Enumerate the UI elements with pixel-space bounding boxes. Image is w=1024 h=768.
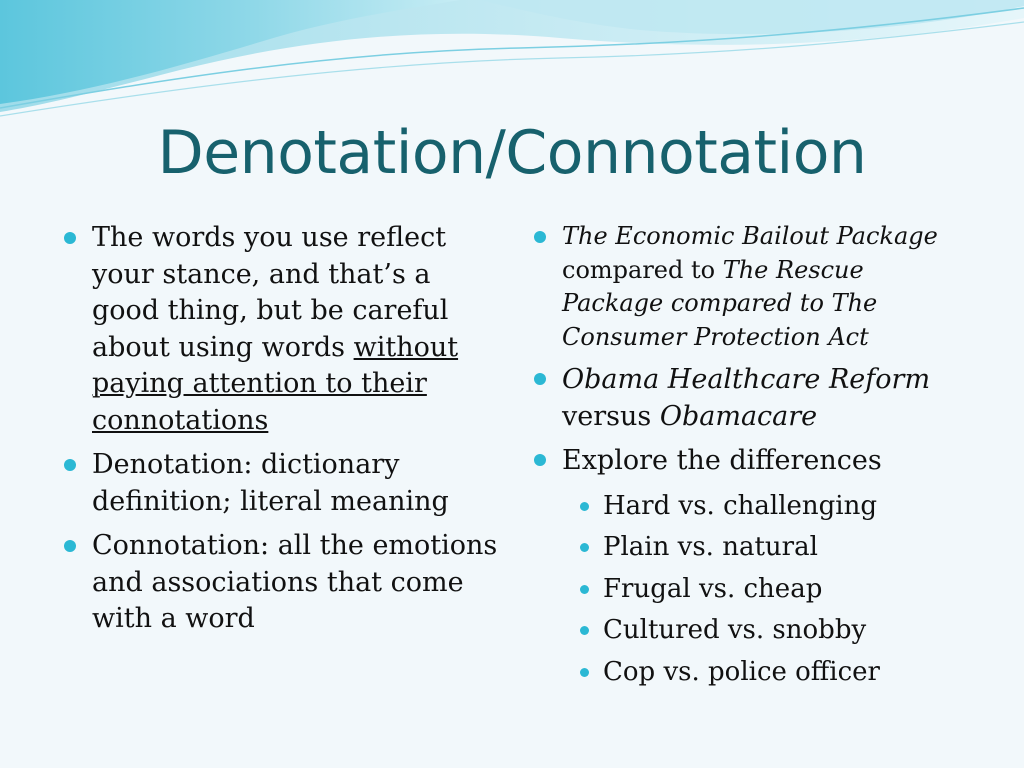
right-bullet-healthcare-plain: versus <box>562 400 660 432</box>
left-column <box>62 220 502 646</box>
sub-bullet-item: Cop vs. police officer <box>562 652 972 694</box>
sub-bullet-item: Cultured vs. snobby <box>562 610 972 652</box>
right-bullet-list <box>532 220 972 693</box>
sub-bullet-item: Plain vs. natural <box>562 527 972 569</box>
left-bullet-connotation-text: Connotation: all the emotions and associations that come with a word <box>92 530 498 634</box>
right-bullet-explore-text: Explore the differences <box>562 445 882 476</box>
left-bullet-connotation <box>62 528 502 638</box>
left-bullet-stance <box>62 220 502 439</box>
left-bullet-list <box>62 220 502 638</box>
slide-title: Denotation/Connotation <box>157 118 867 188</box>
right-bullet-healthcare-italic-1: Obama Healthcare Reform <box>562 364 931 395</box>
sub-bullet-item: Frugal vs. cheap <box>562 569 972 611</box>
sub-bullet-list <box>562 486 972 694</box>
right-bullet-bailout-italic-1: The Economic Bailout Package <box>562 222 938 250</box>
left-bullet-stance-text: The words you use reflect your stance, and that’s a good thing, but be careful about using words <box>92 222 449 363</box>
left-bullet-stance-underlined: without paying attention to their connotations <box>92 331 459 436</box>
right-bullet-bailout-italic-2: The Rescue Package compared to The Consumer Protection Act <box>562 255 878 351</box>
right-bullet-healthcare <box>532 362 972 435</box>
right-bullet-explore <box>532 443 972 693</box>
left-bullet-denotation-text: Denotation: dictionary definition; literal meaning <box>92 449 449 517</box>
sub-bullet-item: Hard vs. challenging <box>562 486 972 528</box>
right-bullet-healthcare-italic-2: Obamacare <box>659 400 818 432</box>
right-column <box>532 220 972 701</box>
right-bullet-bailout-plain: compared to <box>562 255 723 284</box>
decorative-wave-banner <box>0 0 1024 130</box>
left-bullet-denotation <box>62 447 502 520</box>
right-bullet-bailout <box>532 220 972 354</box>
